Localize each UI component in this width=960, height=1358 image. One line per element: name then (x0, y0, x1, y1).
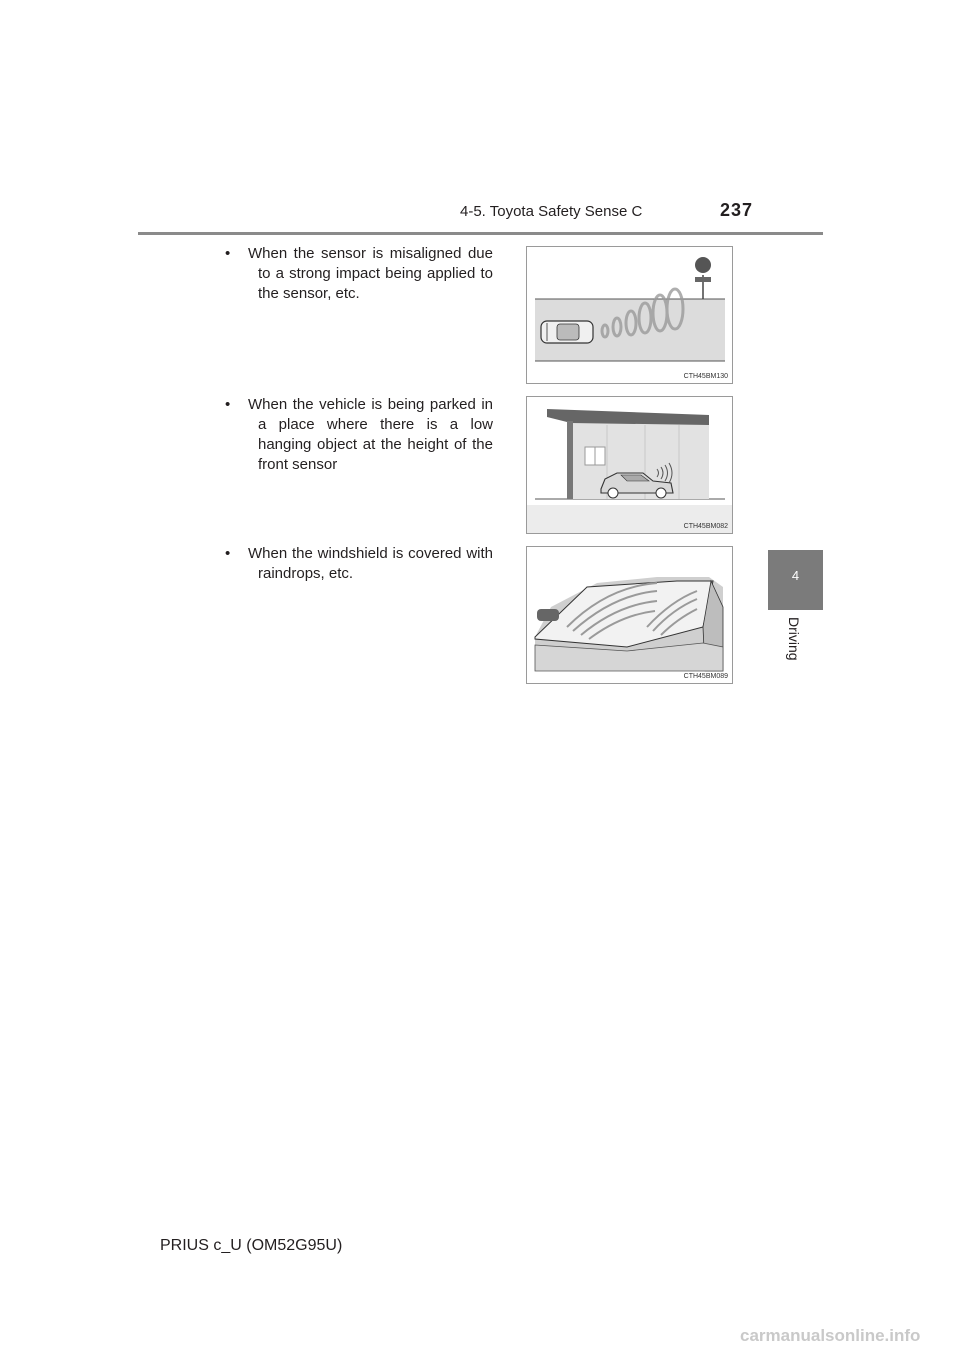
bullet-mark: • (225, 545, 231, 562)
figure-code: CTH45BM082 (683, 523, 728, 530)
figure-code: CTH45BM089 (683, 673, 728, 680)
bullet-mark: • (225, 396, 231, 413)
figure-code: CTH45BM130 (683, 373, 728, 380)
chapter-tab[interactable] (768, 550, 823, 610)
chapter-label: Driving (786, 617, 802, 661)
bullet-item (225, 544, 493, 584)
figure-low-hanging-object (526, 396, 733, 534)
header-rule (138, 232, 823, 235)
bullet-text: When the sensor is misaligned due to a strong impact being applied to the sensor, etc. (248, 245, 493, 302)
bullet-text: When the windshield is covered with raindrops, etc. (248, 545, 493, 582)
figure-raindrops-windshield (526, 546, 733, 684)
bullet-text: When the vehicle is being parked in a place where there is a low hanging object at the height of the front sensor (248, 396, 493, 473)
section-title: 4-5. Toyota Safety Sense C (460, 203, 643, 220)
footer-model: PRIUS c_U (OM52G95U) (160, 1237, 343, 1254)
bullet-item (225, 395, 493, 475)
bullet-item (225, 244, 493, 304)
figure-misaligned-sensor (526, 246, 733, 384)
page-number: 237 (720, 200, 754, 220)
watermark[interactable]: carmanualsonline.info (740, 1326, 921, 1345)
bullet-mark: • (225, 245, 231, 262)
chapter-number: 4 (791, 568, 800, 583)
